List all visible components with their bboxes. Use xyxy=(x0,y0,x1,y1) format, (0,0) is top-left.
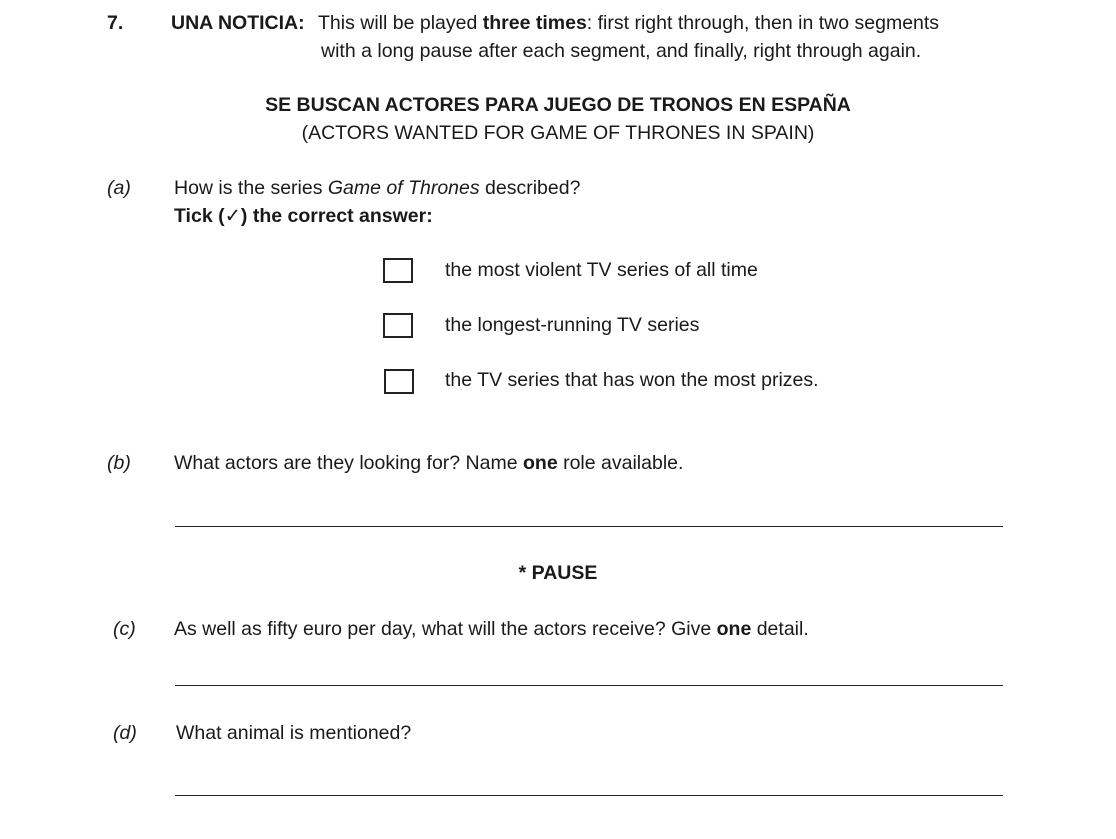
part-d-question: What animal is mentioned? xyxy=(176,722,412,744)
instruction-post: : first right through, then in two segments xyxy=(586,12,940,34)
part-b-label: (b) xyxy=(107,452,131,474)
article-heading-english: (ACTORS WANTED FOR GAME OF THRONES IN SPAIN) xyxy=(301,122,815,144)
question-instruction xyxy=(318,12,939,35)
part-a-question-pre: How is the series xyxy=(174,177,328,199)
part-a-question xyxy=(174,177,580,200)
question-title: UNA NOTICIA: xyxy=(171,12,305,34)
part-d-label: (d) xyxy=(113,722,137,744)
question-instruction-line2: with a long pause after each segment, and finally, right through again. xyxy=(321,40,922,62)
part-c-question-post: detail. xyxy=(751,618,809,640)
answer-line-d[interactable] xyxy=(175,795,1003,796)
option-label-1: the most violent TV series of all time xyxy=(445,259,758,281)
instruction-pre: This will be played xyxy=(318,12,483,34)
part-a-label: (a) xyxy=(107,177,131,199)
article-heading-spanish: SE BUSCAN ACTORES PARA JUEGO DE TRONOS EN ESPAÑA xyxy=(265,94,851,116)
question-number: 7. xyxy=(107,12,124,34)
option-label-3: the TV series that has won the most prizes. xyxy=(445,369,819,391)
part-c-question-pre: As well as fifty euro per day, what will the actors receive? Give xyxy=(174,618,717,640)
option-checkbox-3[interactable] xyxy=(384,369,414,394)
pause-marker: * PAUSE xyxy=(518,562,598,584)
option-checkbox-2[interactable] xyxy=(383,313,413,338)
tick-instruction: Tick (✓) the correct answer: xyxy=(174,205,433,227)
part-b-question-post: role available. xyxy=(557,452,684,474)
part-b-question-bold: one xyxy=(523,452,558,474)
option-checkbox-1[interactable] xyxy=(383,258,413,283)
part-c-question xyxy=(174,618,809,641)
part-c-question-bold: one xyxy=(716,618,752,640)
part-b-question-pre: What actors are they looking for? Name xyxy=(174,452,523,474)
part-b-question xyxy=(174,452,683,475)
part-c-label: (c) xyxy=(113,618,136,640)
option-label-2: the longest-running TV series xyxy=(445,314,700,336)
instruction-bold: three times xyxy=(482,12,587,34)
answer-line-c[interactable] xyxy=(175,685,1003,686)
part-a-question-post: described? xyxy=(479,177,581,199)
answer-line-b[interactable] xyxy=(175,526,1003,527)
series-title: Game of Thrones xyxy=(327,177,480,199)
